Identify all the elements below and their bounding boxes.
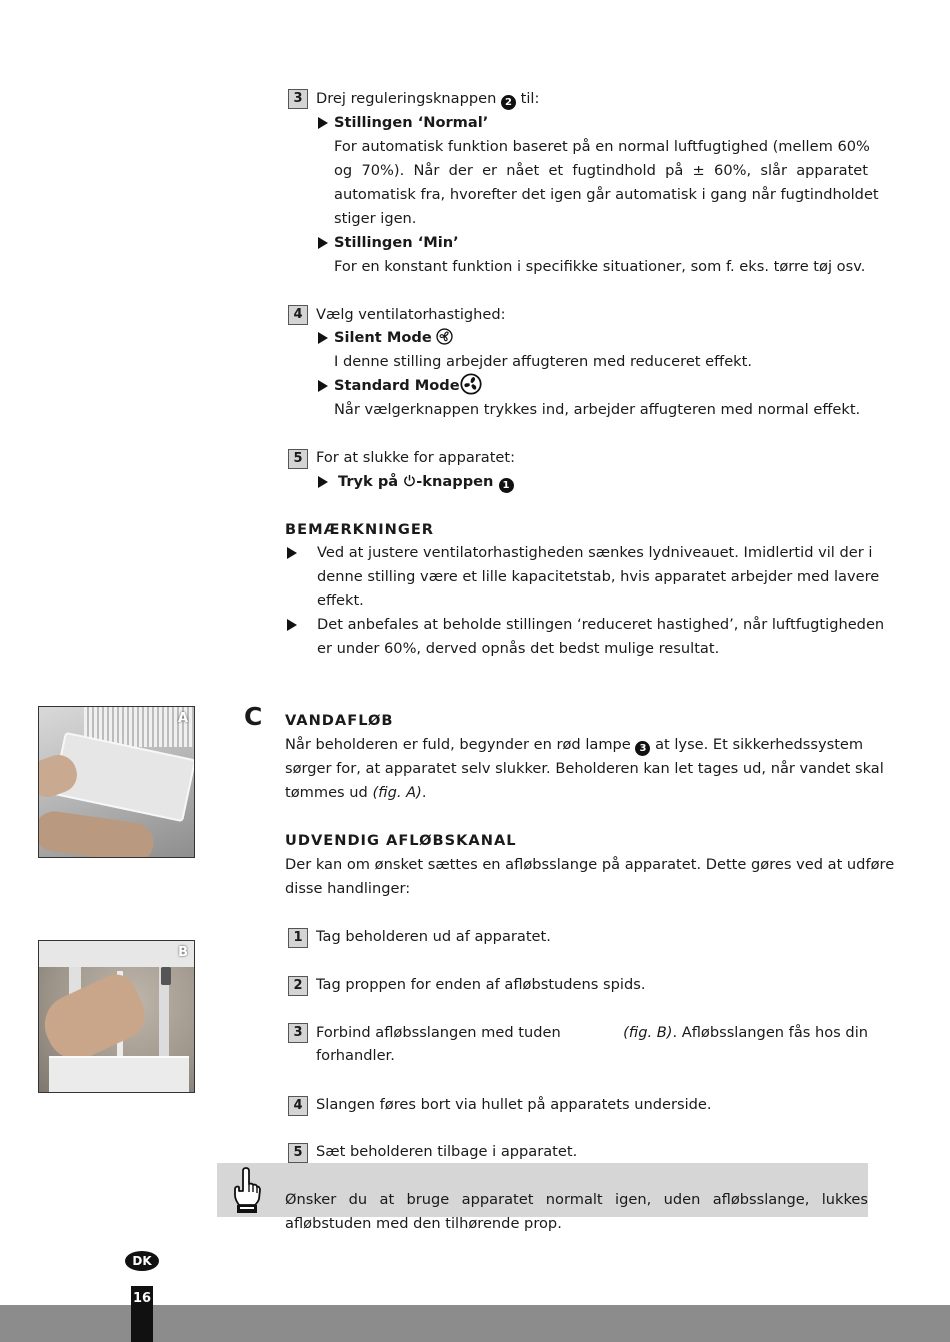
power-action: Tryk på -knappen 1 [338,472,514,493]
drain-intro-line-2: disse handlinger: [285,880,411,897]
section-c-heading: VANDAFLØB [285,712,394,729]
figure-a-photo [38,706,195,858]
ref-number-1: 1 [499,478,514,493]
drain-plug [161,967,171,985]
drain-step-5-number: 5 [288,1143,308,1163]
option-min-title: Stillingen ‘Min’ [334,234,459,251]
dehumidifier-top [39,941,194,967]
fan-slow-icon [436,328,453,345]
drain-step-2-text: Tag proppen for enden af afløbstudens spids. [316,976,646,993]
step-5-number: 5 [288,449,308,469]
option-standard-line: Når vælgerknappen trykkes ind, arbejder affugteren med normal effekt. [334,401,861,418]
hand [38,968,153,1069]
step-3-text: Drej reguleringsknappen 2 til: [316,90,540,108]
bullet-triangle-icon [318,476,328,488]
option-normal-line-4: stiger igen. [334,210,417,227]
remarks-heading: BEMÆRKNINGER [285,521,435,538]
ref-number-3: 3 [635,741,650,756]
option-min-line-1: For en konstant funktion i specifikke situationer, som f. eks. tørre tøj osv. [334,258,866,275]
hand-right [38,809,156,858]
option-normal-line-2: og 70%). Når der er nået et fugtindhold på ± 60%, slår apparatet [334,162,868,179]
section-c-line-3: tømmes ud (fig. A). [285,784,427,801]
option-silent-title: Silent Mode [334,329,432,346]
page-number: 16 [132,1291,152,1306]
drain-heading: UDVENDIG AFLØBSKANAL [285,832,517,849]
bullet-triangle-icon [318,117,328,129]
bullet-triangle-icon [318,380,328,392]
option-silent-line: I denne stilling arbejder affugteren med reduceret effekt. [334,353,752,370]
remark-1-line-2: denne stilling være et lille kapacitetstab, hvis apparatet arbejder med lavere [317,568,880,585]
step-3-number: 3 [288,89,308,109]
pointing-hand-icon [231,1165,263,1215]
drain-step-4-text: Slangen føres bort via hullet på apparatets underside. [316,1096,712,1113]
remark-1-line-1: Ved at justere ventilatorhastigheden sænkes lydniveauet. Imidlertid vil der i [317,544,873,561]
section-letter: C [244,702,263,731]
step-5-text: For at slukke for apparatet: [316,449,516,466]
bullet-triangle-icon [287,547,297,559]
drain-step-4-number: 4 [288,1096,308,1116]
option-normal-title: Stillingen ‘Normal’ [334,114,489,131]
option-normal-line-1: For automatisk funktion baseret på en normal luftfugtighed (mellem 60% [334,138,870,155]
tray [49,1056,189,1093]
drain-step-1-number: 1 [288,928,308,948]
option-standard-title: Standard Mode [334,377,460,394]
remark-2-line-2: er under 60%, derved opnås det bedst mulige resultat. [317,640,720,657]
drain-step-3-number: 3 [288,1023,308,1043]
fan-fast-icon [460,373,482,395]
remark-1-line-3: effekt. [317,592,364,609]
drain-step-3-text: Forbind afløbsslangen med tuden (fig. B). Afløbsslangen fås hos din [316,1024,868,1041]
note-line-1: Ønsker du at bruge apparatet normalt igen, uden afløbsslange, lukkes [285,1191,868,1208]
figure-b-photo [38,940,195,1093]
figure-b-label: B [178,945,188,960]
section-c-line-2: sørger for, at apparatet selv slukker. Beholderen kan let tages ud, når vandet skal [285,760,884,777]
language-badge: DK [125,1251,159,1271]
drain-step-1-text: Tag beholderen ud af apparatet. [316,928,551,945]
power-icon [403,474,416,487]
drain-intro-line-1: Der kan om ønsket sættes en afløbsslange på apparatet. Dette gøres ved at udføre [285,856,895,873]
bullet-triangle-icon [287,619,297,631]
remark-2-line-1: Det anbefales at beholde stillingen ‘reduceret hastighed’, når luftfugtigheden [317,616,885,633]
section-c-line-1: Når beholderen er fuld, begynder en rød lampe 3 at lyse. Et sikkerhedssystem [285,736,864,754]
option-normal-line-3: automatisk fra, hvorefter det igen går automatisk i gang når fugtindholdet [334,186,879,203]
step-4-number: 4 [288,305,308,325]
ref-number-2: 2 [501,95,516,110]
note-line-2: afløbstuden med den tilhørende prop. [285,1215,562,1232]
bullet-triangle-icon [318,237,328,249]
figure-a-label: A [177,711,188,726]
drain-step-3-line-2: forhandler. [316,1047,395,1064]
drain-step-5-text: Sæt beholderen tilbage i apparatet. [316,1143,578,1160]
step-4-text: Vælg ventilatorhastighed: [316,306,506,323]
drain-step-2-number: 2 [288,976,308,996]
bullet-triangle-icon [318,332,328,344]
